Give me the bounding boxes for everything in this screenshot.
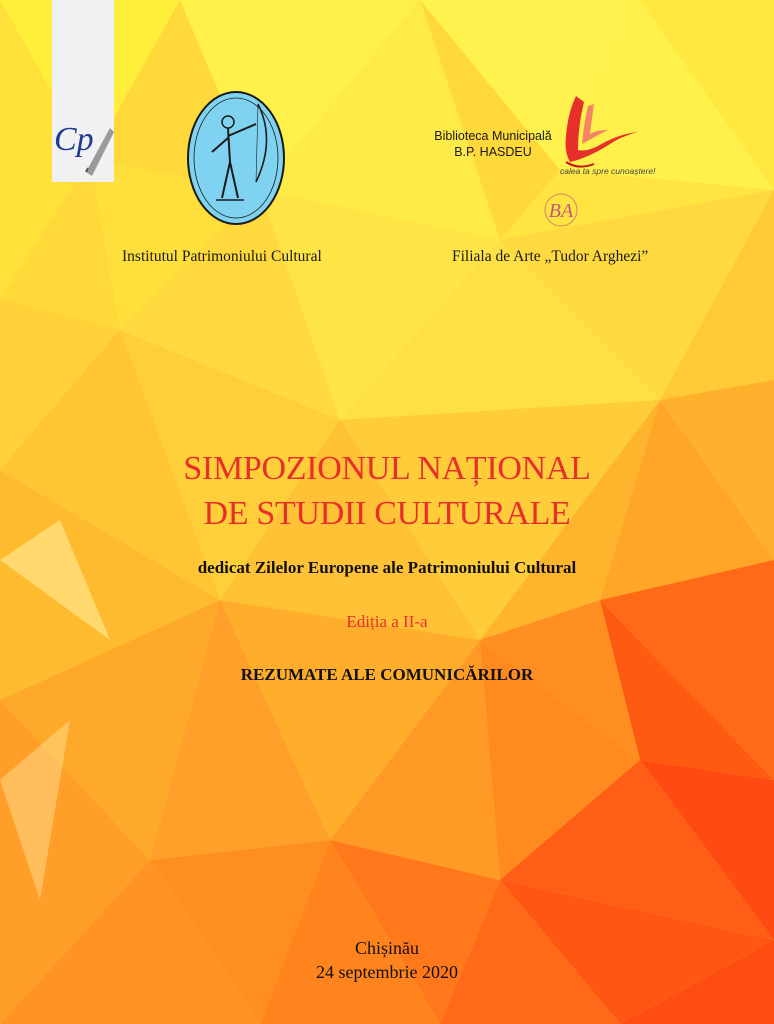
cp-logo [52,0,114,182]
filiala-branch-name: Filiala de Arte „Tudor Arghezi” [452,248,649,265]
subtitle-abstracts: REZUMATE ALE COMUNICĂRILOR [240,665,534,684]
library-tagline: calea ta spre cunoaștere! [560,166,656,176]
library-name [418,128,568,160]
dedication-text: dedicat Zilelor Europene ale Patrimoniului Cultural [197,558,577,577]
library-name-line2: B.P. HASDEU [454,145,532,159]
svg-text:Cp: Cp [54,121,94,158]
filiala-ba-monogram-icon [536,190,586,230]
ipc-institution-name: Institutul Patrimoniului Cultural [122,248,322,265]
ipc-archer-medallion-icon [186,90,286,226]
title-line-2: DE STUDII CULTURALE [203,495,571,532]
cp-logo-panel [52,0,114,182]
title-line-1: SIMPOZIONUL NAȚIONAL [183,450,591,487]
svg-text:BA: BA [548,200,574,222]
edition-label: Ediția a II-a [346,612,428,631]
publication-date: 24 septembrie 2020 [316,962,458,982]
publication-city: Chișinău [354,938,419,958]
library-name-line1: Biblioteca Municipală [434,129,552,143]
